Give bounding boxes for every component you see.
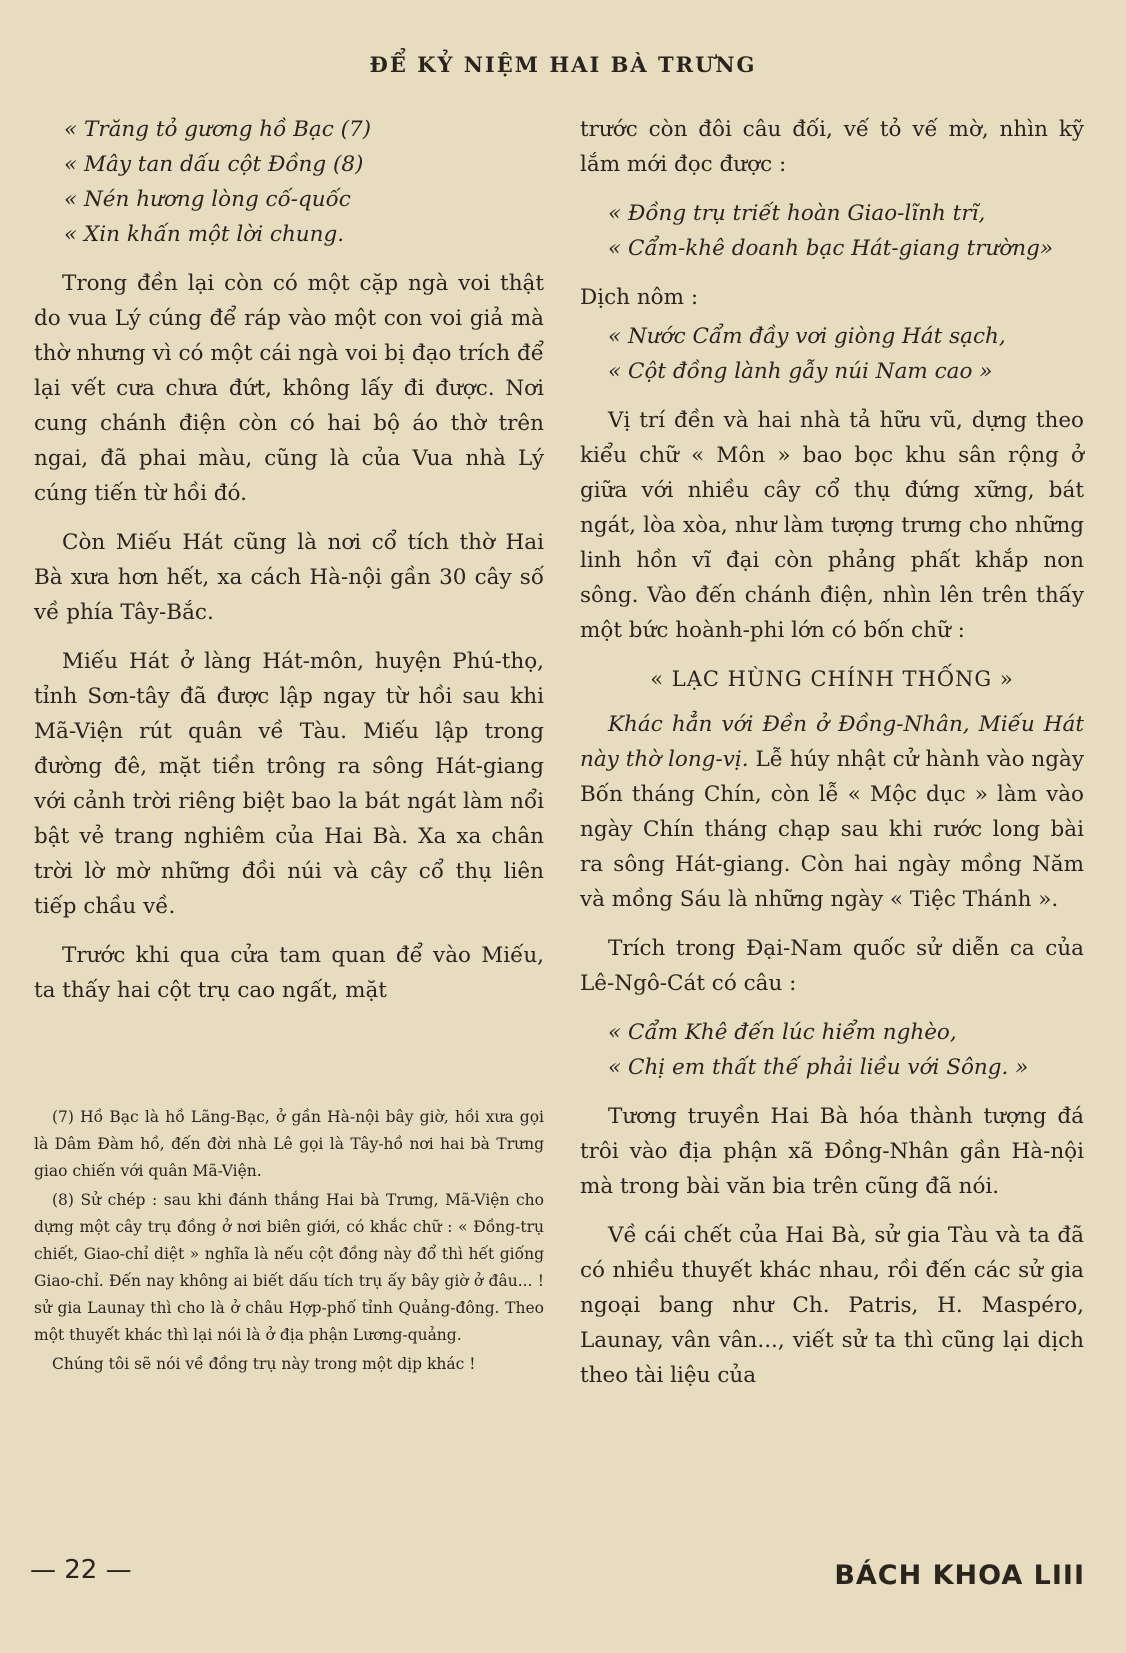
couplet [580,196,1084,266]
quote [580,1015,1084,1085]
footnote-8: (8) Sử chép : sau khi đánh thắng Hai bà Trưng, Mã-Viện cho dựng một cây trụ đồng ở nơi biên giới, có khắc chữ : « Đồng-trụ chiết, Giao-chỉ diệt » nghĩa là nếu cột đồng này đổ thì hết giống Giao-chỉ. Đến nay không ai biết dấu tích trụ ấy bây giờ ở đâu... ! sử gia Launay thì cho là ở châu Hợp-phố tỉnh Quảng-đông. Theo một thuyết khác thì lại nói là ở địa phận Lương-quảng. [34,1191,544,1344]
quote-line: « Chị em thất thế phải liều với Sông. » [608,1055,1029,1080]
paragraph [580,707,1084,917]
paragraph-rest: Lễ húy nhật cử hành vào ngày Bốn tháng Chín, còn lễ « Mộc dục » làm vào ngày Chín tháng chạp sau khi rước long bài ra sông Hát-giang. Còn hai ngày mồng Năm và mồng Sáu là những ngày « Tiệc Thánh ». [580,747,1084,912]
right-column [580,112,1084,1407]
paragraph: Miếu Hát ở làng Hát-môn, huyện Phú-thọ, tỉnh Sơn-tây đã được lập ngay từ hồi sau khi Mã-Viện rút quân về Tàu. Miếu lập trong đường đê, mặt tiền trông ra sông Hát-giang với cảnh trời riêng biệt bao la bát ngát làm nổi bật vẻ trang nghiêm của Hai Bà. Xa xa chân trời lờ mờ những đồi núi và cây cổ thụ liên tiếp chầu về. [34,649,544,919]
paragraph: Tương truyền Hai Bà hóa thành tượng đá trôi vào địa phận xã Đồng-Nhân gần Hà-nội mà trong bài văn bia trên cũng đã nói. [580,1104,1084,1199]
couplet-line: « Đồng trụ triết hoàn Giao-lĩnh trĩ, [608,201,986,226]
footnote-7: (7) Hồ Bạc là hồ Lãng-Bạc, ở gần Hà-nội bây giờ, hồi xưa gọi là Dâm Đàm hồ, đến đời nhà Lê gọi là Tây-hồ nơi hai bà Trưng giao chiến với quân Mã-Viện. [34,1108,544,1180]
poem-line: « Xin khấn một lời chung. [64,222,345,247]
poem-line: « Mây tan dấu cột Đồng (8) [64,152,364,177]
left-poem [34,112,544,252]
paragraph-italic: Khác hẳn với Đền ở Đồng-Nhân, Miếu Hát này thờ long-vị. [580,712,1084,772]
quote-line: « Cẩm Khê đến lúc hiểm nghèo, [608,1020,957,1045]
translation-line: « Cột đồng lành gẫy núi Nam cao » [608,359,993,384]
paragraph: Vị trí đền và hai nhà tả hữu vũ, dựng theo kiểu chữ « Môn » bao bọc khu sân rộng ở giữa với nhiều cây cổ thụ đứng xững, bát ngát, lòa xòa, như làm tượng trưng cho những linh hồn vĩ đại còn phảng phất khắp non sông. Vào đến chánh điện, nhìn lên trên thấy một bức hoành-phi lớn có bốn chữ : [580,408,1084,643]
page-header: ĐỂ KỶ NIỆM HAI BÀ TRƯNG [369,52,757,77]
translation [580,319,1084,389]
inscription-title: « LẠC HÙNG CHÍNH THỐNG » [650,667,1014,691]
couplet-line: « Cẩm-khê doanh bạc Hát-giang trường» [608,236,1054,261]
paragraph: Còn Miếu Hát cũng là nơi cổ tích thờ Hai Bà xưa hơn hết, xa cách Hà-nội gần 30 cây số về phía Tây-Bắc. [34,530,544,625]
poem-line: « Nén hương lòng cố-quốc [64,187,351,212]
magazine-title: BÁCH KHOA LIII [834,1560,1085,1591]
paragraph: Trong đền lại còn có một cặp ngà voi thật do vua Lý cúng để ráp vào một con voi giả mà thờ nhưng vì có một cái ngà voi bị đạo trích để lại vết cưa chưa đứt, không lấy đi được. Nơi cung chánh điện còn có hai bộ áo thờ trên ngai, đã phai màu, cũng là của Vua nhà Lý cúng tiến từ hồi đó. [34,271,544,506]
paragraph: Về cái chết của Hai Bà, sử gia Tàu và ta đã có nhiều thuyết khác nhau, rồi đến các sử gia ngoại bang như Ch. Patris, H. Maspéro, Launay, vân vân..., viết sử ta thì cũng lại dịch theo tài liệu của [580,1223,1084,1388]
translation-label: Dịch nôm : [580,285,699,310]
translation-line: « Nước Cẩm đầy vơi giòng Hát sạch, [608,324,1006,349]
footnote-note: Chúng tôi sẽ nói về đồng trụ này trong một dịp khác ! [52,1355,476,1373]
footnotes [34,1104,544,1380]
paragraph: trước còn đôi câu đối, vế tỏ vế mờ, nhìn kỹ lắm mới đọc được : [580,117,1084,177]
left-column [34,112,544,1022]
paragraph: Trước khi qua cửa tam quan để vào Miếu, ta thấy hai cột trụ cao ngất, mặt [34,943,544,1003]
page-number: — 22 — [30,1555,132,1585]
poem-line: « Trăng tỏ gương hồ Bạc (7) [64,117,372,142]
paragraph: Trích trong Đại-Nam quốc sử diễn ca của Lê-Ngô-Cát có câu : [580,936,1084,996]
